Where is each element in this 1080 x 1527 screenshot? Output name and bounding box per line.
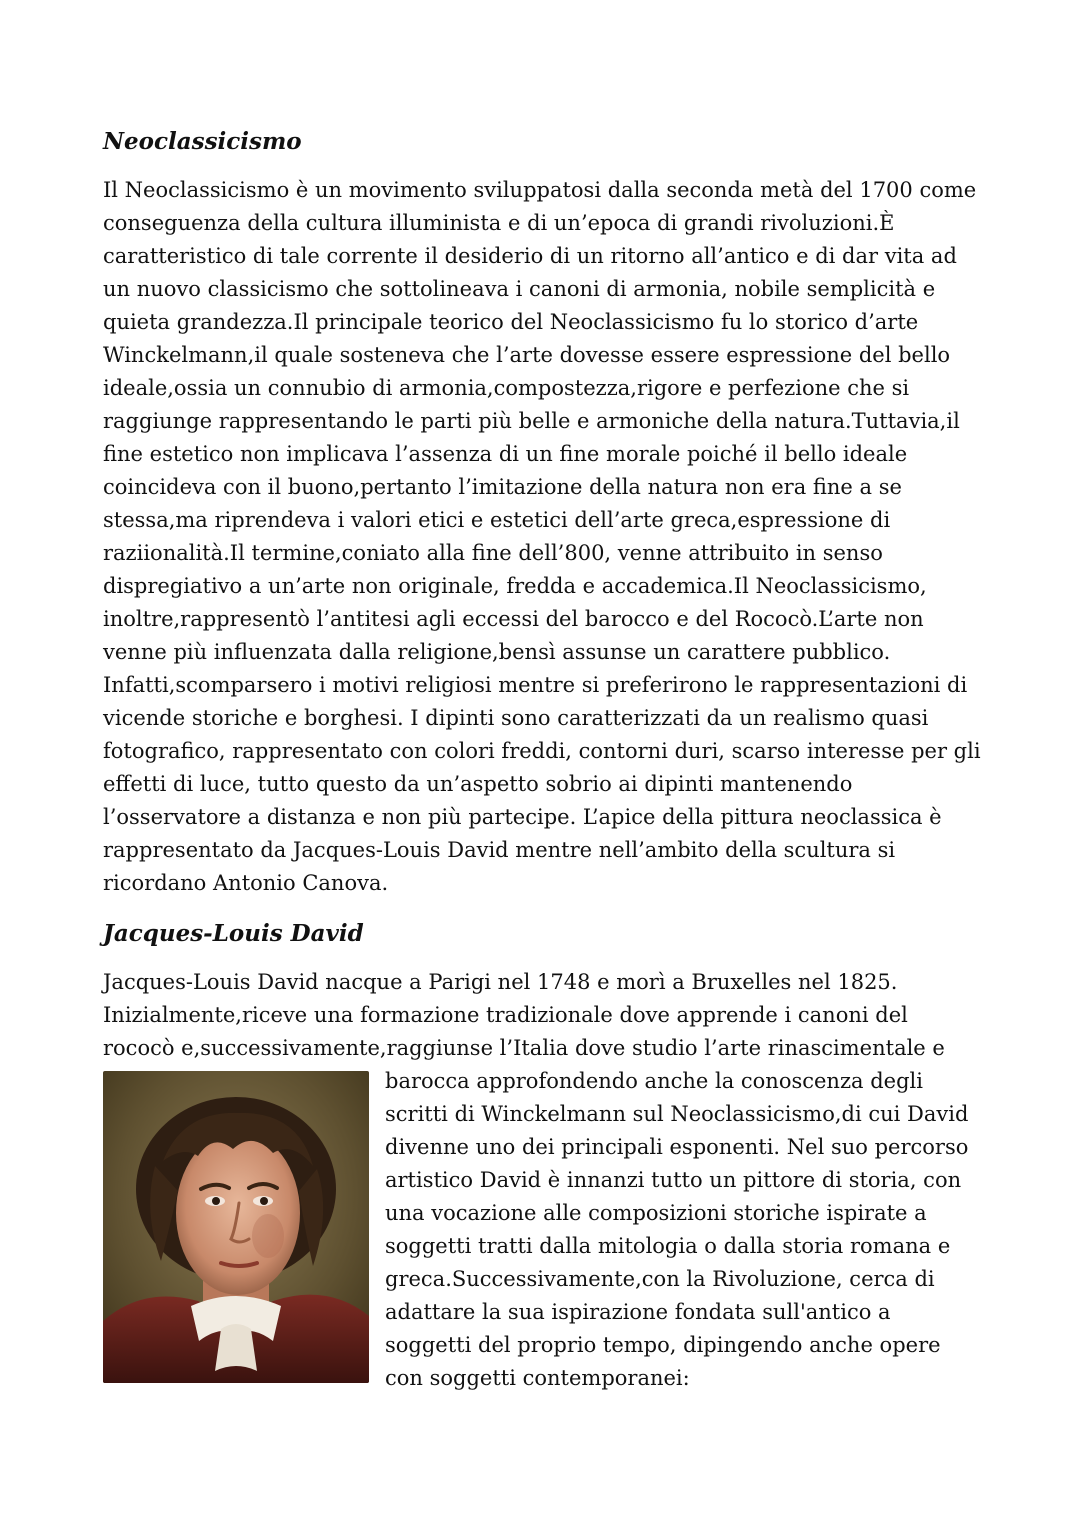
section-body [103, 966, 983, 1395]
section-title: Neoclassicismo [103, 128, 302, 155]
section-neoclassicismo [103, 120, 983, 900]
intro-text: Jacques-Louis David nacque a Parigi nel 1748 e morì a Bruxelles nel 1825. Inizialmente,riceve una formazione tradizionale dove apprende i canoni del rococò e,successivamente,raggiunse l’Italia dove studio l’arte rinascimentale e [103, 970, 945, 1060]
wrapped-text: barocca approfondendo anche la conoscenza degli scritti di Winckelmann sul Neoclassicismo,di cui David divenne uno dei principali esponenti. Nel suo percorso artistico David è innanzi tutto un pittore di storia, con una vocazione alle composizioni storiche ispirate a soggetti tratti dalla mitologia o dalla storia romana e greca.Successivamente,con la Rivoluzione, cerca di adattare la sua ispirazione fondata sull'antico a soggetti del proprio tempo, dipingendo anche opere con soggetti contemporanei: [385, 1069, 969, 1390]
section-david [103, 912, 983, 1395]
section-body: Il Neoclassicismo è un movimento sviluppatosi dalla seconda metà del 1700 come conseguenza della cultura illuminista e di un’epoca di grandi rivoluzioni.È caratteristico di tale corrente il desiderio di un ritorno all’antico e di dar vita ad un nuovo classicismo che sottolineava i canoni di armonia, nobile semplicità e quieta grandezza.Il principale teorico del Neoclassicismo fu lo storico d’arte Winckelmann,il quale sosteneva che l’arte dovesse essere espressione del bello ideale,ossia un connubio di armonia,compostezza,rigore e perfezione che si raggiunge rappresentando le parti più belle e armoniche della natura.Tuttavia,il fine estetico non implicava l’assenza di un fine morale poiché il bello ideale coincideva con il buono,pertanto l’imitazione della natura non era fine a se stessa,ma riprendeva i valori etici e estetici dell’arte greca,espressione di raziionalità.Il termine,coniato alla fine dell’800, venne attribuito in senso dispregiativo a un’arte non originale, fredda e accademica.Il Neoclassicismo, inoltre,rappresentò l’antitesi agli eccessi del barocco e del Rococò.L’arte non venne più influenzata dalla religione,bensì assunse un carattere pubblico. Infatti,scomparsero i motivi religiosi mentre si preferirono le rappresentazioni di vicende storiche e borghesi. I dipinti sono caratterizzati da un realismo quasi fotografico, rappresentato con colori freddi, contorni duri, scarso interesse per gli effetti di luce, tutto questo da un’aspetto sobrio ai dipinti mantenendo l’osservatore a distanza e non più partecipe. L’apice della pittura neoclassica è rappresentato da Jacques-Louis David mentre nell’ambito della scultura si ricordano Antonio Canova. [103, 178, 981, 895]
portrait-image [103, 1071, 369, 1383]
section-title: Jacques-Louis David [103, 920, 364, 947]
document-page [103, 120, 983, 1407]
